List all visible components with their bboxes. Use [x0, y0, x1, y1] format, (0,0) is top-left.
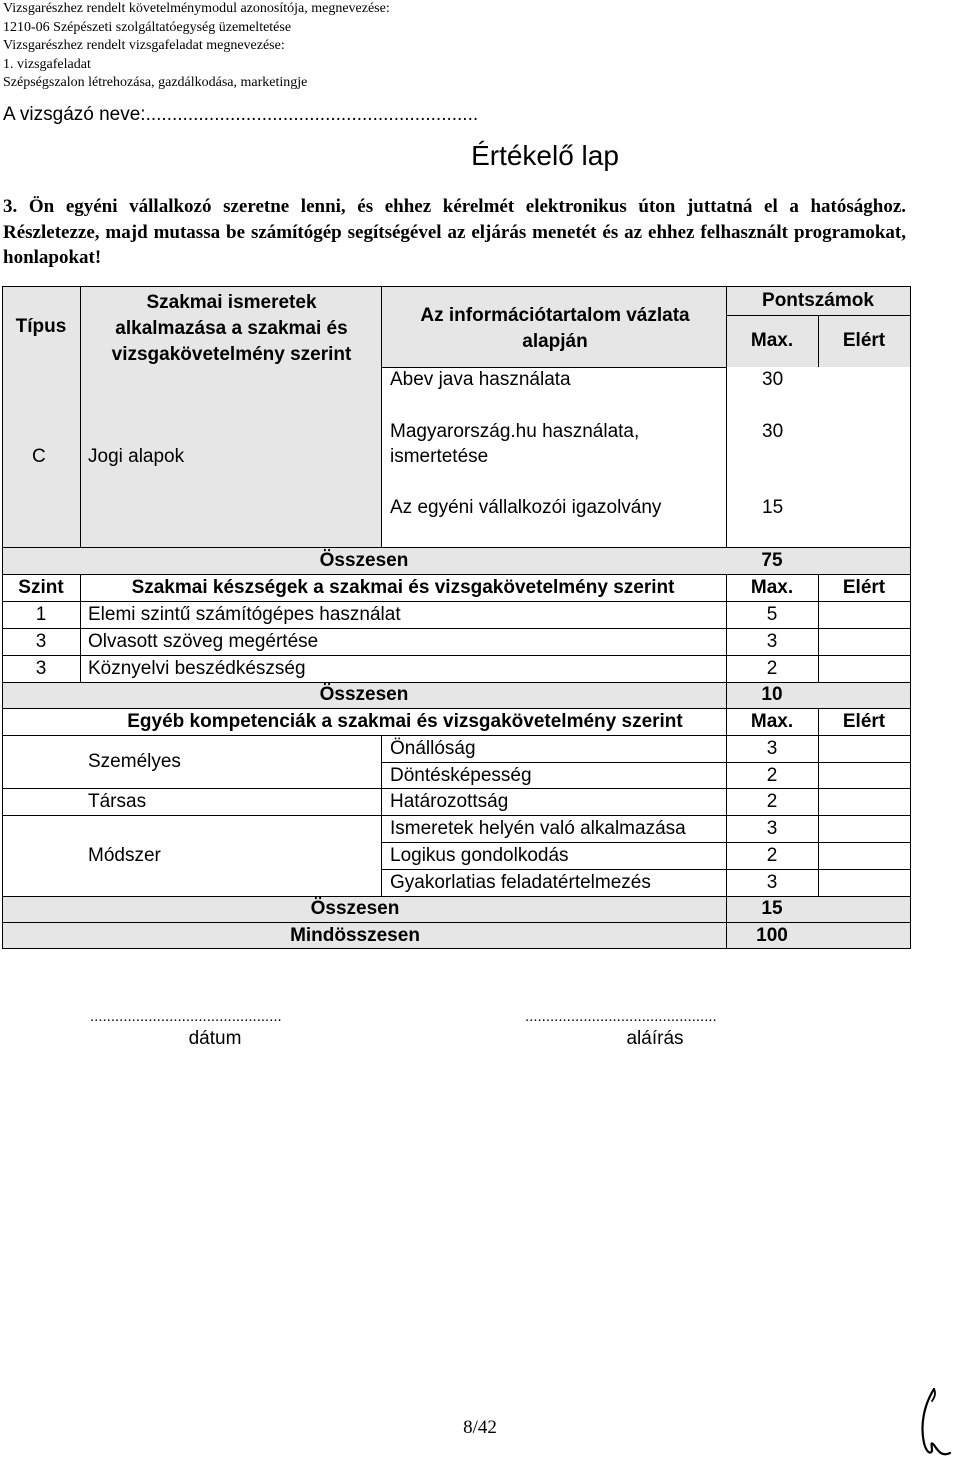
table1-header-bottom: [382, 367, 727, 368]
col-achieved-header: Elért: [842, 330, 886, 351]
skill-row-2-max: 3: [766, 631, 778, 652]
table1-info-divider: [726, 286, 727, 547]
table1-right-border: [910, 286, 911, 601]
skill-row-1-max: 5: [766, 604, 778, 625]
competency-label: Önállóság: [390, 738, 476, 759]
info-row-3-max: 15: [762, 497, 784, 518]
date-line: ..............................................: [90, 1008, 282, 1025]
competency-label: Ismeretek helyén való alkalmazása: [390, 818, 686, 839]
competency-max: 3: [766, 738, 778, 759]
header-line-task-label: Vizsgarészhez rendelt vizsgafeladat megnevezése:: [3, 38, 285, 54]
handwritten-initial: [918, 1385, 954, 1459]
header-line-module-name: 1210-06 Szépészeti szolgáltatóegység üzemeltetése: [3, 19, 292, 35]
skill-row-2-label: Olvasott szöveg megértése: [88, 631, 319, 652]
col-info-header: Az információtartalom vázlata alapján: [420, 305, 690, 352]
table3-bottom-border: [2, 948, 911, 949]
table2-header-bottom: [2, 601, 911, 602]
table2-bottom-border: [2, 708, 911, 709]
competency-max: 2: [766, 765, 778, 786]
info-row-3: Az egyéni vállalkozói igazolvány: [390, 497, 662, 518]
header-line-module-label: Vizsgarészhez rendelt követelménymodul azonosítója, megnevezése:: [3, 1, 390, 16]
group-method: Módszer: [88, 845, 161, 866]
competency-label: Döntésképesség: [390, 765, 532, 786]
table3-row-divider: [2, 896, 911, 897]
competencies-header: Egyéb kompetenciák a szakmai és vizsgakövetelmény szerint: [127, 711, 683, 732]
table3-group-divider: [381, 735, 382, 896]
competency-label: Gyakorlatias feladatértelmezés: [390, 872, 651, 893]
table1-top-border: [2, 286, 911, 287]
table3-row-divider: [382, 762, 911, 763]
col-skills-header: Szakmai készségek a szakmai és vizsgakövetelmény szerint: [131, 577, 675, 598]
type-value: C: [32, 446, 46, 467]
skill-row-3-max: 2: [766, 658, 778, 679]
knowledge-value: Jogi alapok: [88, 446, 185, 467]
table1-total-max: 75: [761, 550, 783, 571]
competency-max: 2: [766, 791, 778, 812]
task-description: 3. Ön egyéni vállalkozó szeretne lenni, és ehhez kérelmét elektronikus úton juttatná el a hatósághoz. Részletezze, majd mutassa be számítógép segítségével az eljárás menetét és az ehhez felhasznált programokat, honlapokat!: [3, 196, 906, 268]
table3-row-divider: [382, 869, 911, 870]
col-type-header: Típus: [15, 316, 67, 337]
competency-max: 3: [766, 818, 778, 839]
info-row-1-max: 30: [762, 369, 784, 390]
table1-total-label: Összesen: [319, 550, 409, 571]
col-max-header: Max.: [750, 711, 794, 732]
competency-max: 3: [766, 872, 778, 893]
table2-row-divider: [2, 655, 911, 656]
page-number: 8/42: [463, 1417, 497, 1438]
col-points-header: Pontszámok: [762, 290, 874, 311]
header-line-task-name: Szépségszalon létrehozása, gazdálkodása, marketingje: [3, 75, 308, 91]
date-label: dátum: [188, 1028, 242, 1049]
col-achieved-header: Elért: [842, 577, 886, 598]
info-row-2-cont: ismertetése: [390, 446, 489, 467]
grand-total-label: Mindösszesen: [290, 925, 420, 946]
col-knowledge-header: Szakmai ismeretek alkalmazása a szakmai és vizsgakövetelmény szerint: [111, 292, 352, 365]
table1-type-divider: [80, 286, 81, 547]
table2-row-divider: [2, 628, 911, 629]
table2-row-divider: [2, 682, 911, 683]
col-max-header: Max.: [750, 330, 794, 351]
table2-total-max: 10: [761, 684, 783, 705]
signature-label: aláírás: [626, 1028, 684, 1049]
table1-body-bottom: [2, 547, 911, 548]
group-social: Társas: [88, 791, 147, 812]
table1-knowledge-divider: [381, 286, 382, 547]
document-header: [3, 0, 390, 93]
table3-total-label: Összesen: [310, 898, 400, 919]
skill-row-3-level: 3: [35, 658, 47, 679]
skill-row-1-level: 1: [35, 604, 47, 625]
table3-row-divider: [2, 922, 911, 923]
skill-row-3-label: Köznyelvi beszédkészség: [88, 658, 306, 679]
info-row-2: Magyarország.hu használata,: [390, 421, 640, 442]
table3-right-border: [910, 708, 911, 949]
table2-total-label: Összesen: [319, 684, 409, 705]
info-row-1: Abev java használata: [390, 369, 571, 390]
grand-total-max: 100: [756, 925, 788, 946]
signature-line: ..............................................: [525, 1008, 717, 1025]
table3-row-divider: [2, 788, 911, 789]
info-row-2-max: 30: [762, 421, 784, 442]
table3-max-divider: [818, 708, 819, 896]
col-level-header: Szint: [18, 577, 64, 598]
table2-right-border: [910, 574, 911, 708]
table3-row-divider: [2, 815, 911, 816]
page-title: Értékelő lap: [471, 140, 619, 171]
skill-row-1-label: Elemi szintű számítógépes használat: [88, 604, 401, 625]
header-line-task-number: 1. vizsgafeladat: [3, 56, 91, 72]
col-achieved-header: Elért: [842, 711, 886, 732]
col-max-header: Max.: [750, 577, 794, 598]
examinee-name-field: A vizsgázó neve:...............................................................: [3, 104, 479, 125]
competency-label: Határozottság: [390, 791, 509, 812]
table3-total-max: 15: [761, 898, 783, 919]
competency-max: 2: [766, 845, 778, 866]
table3-row-divider: [382, 842, 911, 843]
table3-header-bottom: [2, 735, 911, 736]
group-personal: Személyes: [88, 751, 181, 772]
competency-label: Logikus gondolkodás: [390, 845, 569, 866]
skill-row-2-level: 3: [35, 631, 47, 652]
table1-bottom-border: [2, 574, 911, 575]
